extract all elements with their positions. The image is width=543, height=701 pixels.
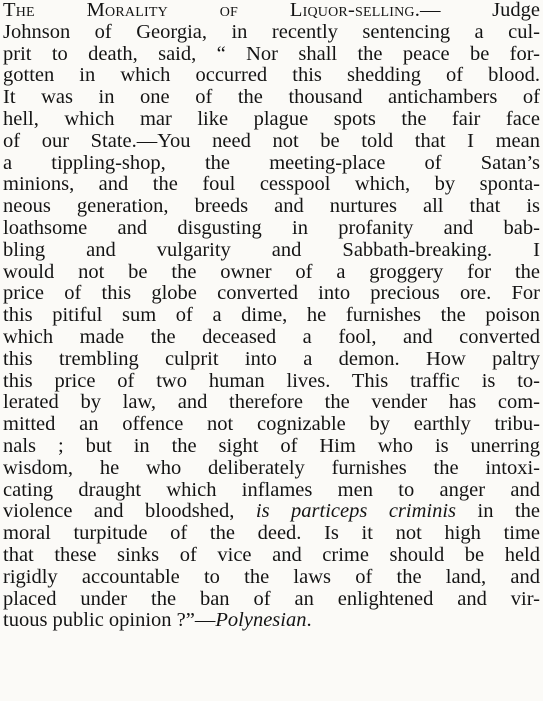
line-text: rigidly accountable to the laws of the land, and <box>3 566 540 588</box>
line-text: this trembling culprit into a demon. How paltry <box>3 348 540 370</box>
article-line <box>3 305 540 327</box>
line-text: Johnson of Georgia, in recently sentencing a cul- <box>3 21 540 43</box>
line-text: . <box>306 610 312 632</box>
article-line <box>3 44 540 66</box>
article-line <box>3 589 540 611</box>
line-text: moral turpitude of the deed. Is it not high time <box>3 523 540 545</box>
line-text: It was in one of the thousand antichambers of <box>3 87 540 109</box>
article-heading: The Morality of Liquor-selling. <box>3 0 421 21</box>
line-text: cating draught which inflames men to anger and <box>3 479 540 501</box>
line-text: placed under the ban of an enlightened and vir- <box>3 588 540 610</box>
article-line <box>3 174 540 196</box>
line-text: — Judge <box>420 0 540 21</box>
article-line <box>3 414 540 436</box>
line-text: price of this globe converted into precious ore. For <box>3 283 540 305</box>
line-text: in the <box>456 501 540 523</box>
article-line <box>3 218 540 240</box>
article-line <box>3 283 540 305</box>
article-body <box>3 0 540 632</box>
line-text: of our State.—You need not be told that I mean <box>3 130 540 152</box>
article-line <box>3 153 540 175</box>
line-text: which made the deceased a fool, and converted <box>3 326 540 348</box>
line-text: prit to death, said, “ Nor shall the peace be for- <box>3 43 540 65</box>
article-line <box>3 109 540 131</box>
article-line <box>3 262 540 284</box>
article-line <box>3 65 540 87</box>
line-text: loathsome and disgusting in profanity and bab- <box>3 217 540 239</box>
article-line <box>3 392 540 414</box>
article-line <box>3 610 540 632</box>
line-text: nals ; but in the sight of Him who is unerring <box>3 435 540 457</box>
article-line <box>3 567 540 589</box>
article-line <box>3 371 540 393</box>
line-text: bling and vulgarity and Sabbath-breaking. I <box>3 239 540 261</box>
line-text: this pitiful sum of a dime, he furnishes the poison <box>3 305 540 327</box>
line-text: gotten in which occurred this shedding of blood. <box>3 65 540 87</box>
article-line <box>3 22 540 44</box>
line-text: that these sinks of vice and crime should be held <box>3 544 540 566</box>
line-text: would not be the owner of a groggery for the <box>3 261 540 283</box>
line-text: a tippling-shop, the meeting-place of Satan’s <box>3 152 540 174</box>
article-line <box>3 0 540 22</box>
line-text: minions, and the foul cesspool which, by sponta- <box>3 174 540 196</box>
article-line <box>3 480 540 502</box>
article-line <box>3 240 540 262</box>
line-text: violence and bloodshed, <box>3 501 256 523</box>
article-line <box>3 458 540 480</box>
line-text: tuous public opinion ?”— <box>3 610 216 632</box>
article-line <box>3 436 540 458</box>
italic-text: is particeps criminis <box>255 501 457 523</box>
article-line <box>3 501 540 523</box>
line-text: this price of two human lives. This traffic is to- <box>3 370 540 392</box>
article-line <box>3 87 540 109</box>
line-text: neous generation, breeds and nurtures all that is <box>3 196 540 218</box>
italic-text: Polynesian <box>215 610 307 632</box>
line-text: mitted an offence not cognizable by earthly tribu- <box>3 414 540 436</box>
article-line <box>3 327 540 349</box>
article-line <box>3 131 540 153</box>
line-text: wisdom, he who deliberately furnishes the intoxi- <box>3 457 540 479</box>
line-text: lerated by law, and therefore the vender has com- <box>3 392 540 414</box>
article-line <box>3 349 540 371</box>
article-line <box>3 545 540 567</box>
article-line <box>3 196 540 218</box>
line-text: hell, which mar like plague spots the fair face <box>3 108 540 130</box>
article-line <box>3 523 540 545</box>
